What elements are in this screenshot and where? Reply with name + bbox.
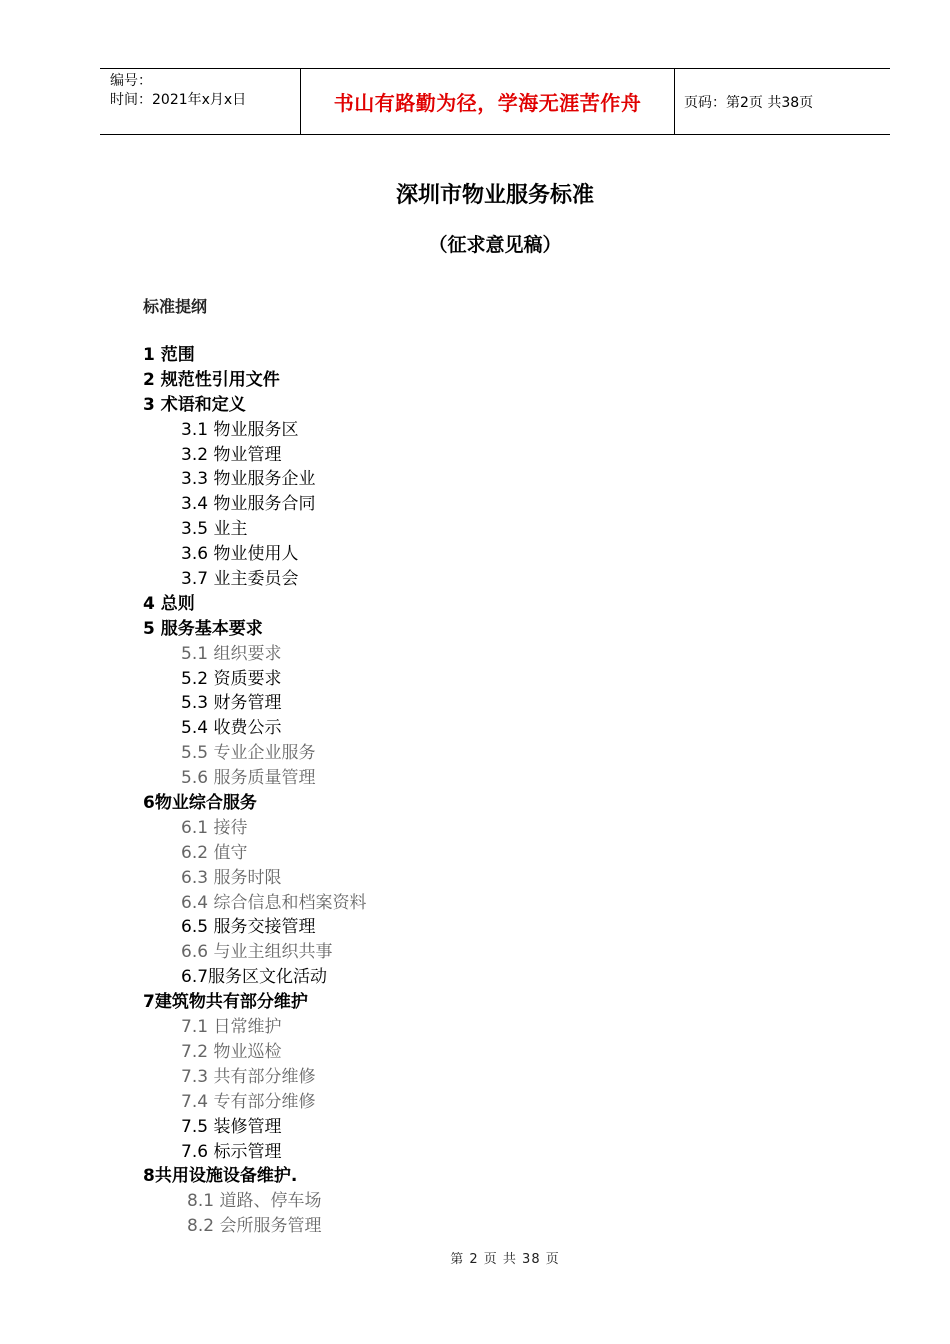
header-meta [100,69,301,134]
toc-section: 4 总则 [143,593,195,614]
outline-heading: 标准提纲 [143,297,208,316]
toc-subsection: 6.3 服务时限 [181,867,282,888]
toc-subsection: 7.5 装修管理 [181,1116,282,1137]
header-motto [301,69,675,134]
table-of-contents [0,343,950,1239]
toc-subsection: 7.4 专有部分维修 [181,1091,316,1112]
time-label: 时间：2021年x月x日 [110,92,247,108]
toc-subsection: 3.2 物业管理 [181,444,282,465]
page-info-text: 页码：第2页 共38页 [684,94,814,111]
toc-subsection: 7.3 共有部分维修 [181,1066,316,1087]
toc-subsection: 6.5 服务交接管理 [181,917,316,938]
toc-subsection: 3.5 业主 [181,519,248,540]
toc-subsection: 3.6 物业使用人 [181,544,299,565]
toc-subsection: 3.1 物业服务区 [181,419,299,440]
toc-subsection: 6.1 接待 [181,817,248,838]
toc-subsection: 5.2 资质要求 [181,668,282,689]
toc-subsection: 7.2 物业巡检 [181,1041,282,1062]
toc-subsection: 3.7 业主委员会 [181,569,299,590]
toc-subsection: 8.2 会所服务管理 [187,1216,322,1237]
toc-section: 6物业综合服务 [143,793,257,814]
toc-subsection: 7.1 日常维护 [181,1017,282,1038]
toc-section: 3 术语和定义 [143,394,246,415]
toc-subsection: 6.2 值守 [181,842,248,863]
page-footer: 第 2 页 共 38 页 [450,1252,560,1267]
toc-section: 7建筑物共有部分维护 [143,992,308,1013]
header-page-info [675,69,890,134]
document-title: 深圳市物业服务标准 [395,183,594,208]
toc-subsection: 3.4 物业服务合同 [181,494,316,515]
toc-subsection: 5.4 收费公示 [181,718,282,739]
page-header [100,68,890,135]
toc-subsection: 6.6 与业主组织共事 [181,942,333,963]
toc-section: 8共用设施设备维护. [143,1166,298,1187]
toc-subsection: 7.6 标示管理 [181,1141,282,1162]
toc-subsection: 8.1 道路、停车场 [187,1191,322,1212]
toc-subsection: 5.3 财务管理 [181,693,282,714]
toc-section: 2 规范性引用文件 [143,369,280,390]
number-label: 编号： [110,73,152,89]
motto-text: 书山有路勤为径，学海无涯苦作舟 [333,91,642,115]
toc-subsection: 6.7服务区文化活动 [181,967,328,988]
document-subtitle: （征求意见稿） [428,234,562,256]
toc-section: 1 范围 [143,345,195,365]
toc-subsection: 6.4 综合信息和档案资料 [181,892,367,913]
toc-subsection: 5.6 服务质量管理 [181,768,316,789]
toc-section: 5 服务基本要求 [143,618,263,639]
toc-subsection: 5.5 专业企业服务 [181,743,316,764]
toc-subsection: 3.3 物业服务企业 [181,469,316,490]
toc-subsection: 5.1 组织要求 [181,643,282,664]
